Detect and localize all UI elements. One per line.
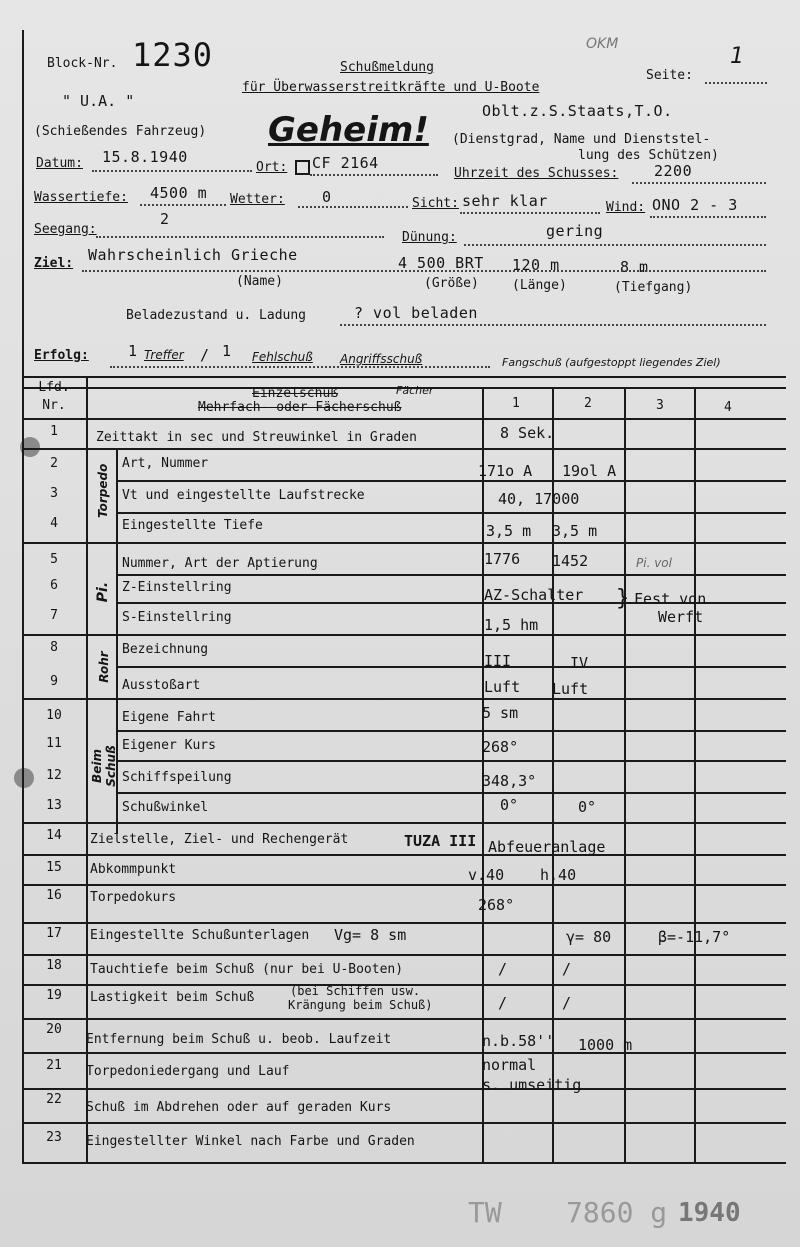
report-for: für Überwasserstreitkräfte und U-Boote [242,80,540,95]
page-value: 1 [730,44,744,69]
row-label-5: Nummer, Art der Aptierung [122,556,318,571]
row-nr-5: 5 [50,552,58,567]
row-17-vg: Vg= 8 sm [334,926,407,944]
load-label: Beladezustand u. Ladung [126,308,307,323]
row-14-device: TUZA III [404,832,477,850]
row-19-value-1: / [498,994,508,1012]
row-label-7: S-Einstellring [122,610,232,625]
row-label-19: Lastigkeit beim Schuß [90,990,255,1005]
col-2-header: 2 [584,396,592,411]
row-8-value-1: III [484,652,512,670]
sea-dots [96,236,384,238]
time-dots [632,182,766,184]
header-hand-note: Fächer [396,384,434,397]
target-size: 4 500 BRT [398,254,484,272]
row-5-value-2: 1452 [552,552,589,570]
hits-value: 1 [128,342,138,360]
swell-dots [464,244,766,246]
col-1-header: 1 [512,396,520,411]
row-line-16 [22,922,786,924]
place-dots [310,174,438,176]
row-line-4 [22,542,786,544]
row-label-6: Z-Einstellring [122,580,232,595]
row-17-gamma: γ= 80 [566,928,612,946]
row-2-value-2: 19ol A [562,462,617,480]
row-label-22: Schuß im Abdrehen oder auf geraden Kurs [86,1100,392,1115]
row-6-value-1: AZ-Schalter [484,586,584,604]
row-nr-12: 12 [46,768,62,783]
row-line-17 [22,954,786,956]
group-torpedo: Torpedo [96,463,110,518]
row-nr-18: 18 [46,958,62,973]
row-line-7 [22,634,786,636]
swell-label: Dünung: [402,230,457,245]
target-length: 120 m [512,256,560,274]
pi-note: Pi. vol [636,556,672,570]
row-line-1 [22,448,786,450]
row-label-15: Abkommpunkt [90,862,177,877]
row-nr-20: 20 [46,1022,62,1037]
table-top-line-1 [22,376,786,378]
row-13-value-2: 0° [578,798,597,816]
row-21-note: s. umseitig [482,1076,582,1094]
classification-geheim: Geheim! [268,110,429,150]
row-nr-2: 2 [50,456,58,471]
row-13-value-1: 0° [500,796,519,814]
archive-year: 1940 [678,1198,741,1228]
sea-value: 2 [160,210,170,228]
row-label-16: Torpedokurs [90,890,177,905]
date-dots [92,170,252,172]
row-nr-14: 14 [46,828,62,843]
row-19-note-1: (bei Schiffen usw. [290,984,421,998]
visibility-value: sehr klar [462,192,548,210]
swell-value: gering [546,222,604,240]
header-single-shot: Einzelschuß [252,386,339,401]
row-2-value-1: 171o A [478,462,533,480]
depth-dots [140,204,226,206]
row-line-8 [116,666,786,668]
row-label-18: Tauchtiefe beim Schuß (nur bei U-Booten) [90,962,404,977]
row-line-14 [22,854,786,856]
attack-label: Angriffsschuß [340,352,423,366]
row-5-value-1: 1776 [484,550,521,568]
row-label-17: Eingestellte Schußunterlagen [90,928,310,943]
visibility-label: Sicht: [412,196,459,211]
target-label: Ziel: [34,256,74,271]
group-rohr: Rohr [97,651,111,683]
row-15-value-2: h.40 [540,866,577,884]
wind-value: ONO 2 - 3 [652,196,738,214]
row-nr-10: 10 [46,708,62,723]
page-label: Seite: [646,68,693,83]
row-nr-9: 9 [50,674,58,689]
brace-icon: } [616,586,630,611]
row-line-10 [116,730,786,732]
col-lfd-header: Lfd. [38,380,70,395]
officer-value: Oblt.z.S.Staats,T.O. [482,102,673,120]
fest-von-werft-2: Werft [658,608,704,626]
success-dots [110,366,490,368]
row-nr-15: 15 [46,860,62,875]
left-margin-line [22,30,24,385]
okm-stamp: OKM [586,36,619,52]
row-nr-4: 4 [50,516,58,531]
row-nr-17: 17 [46,926,62,941]
miss-value: 1 [222,342,232,360]
ship-name: " U.A. " [62,92,135,110]
row-nr-3: 3 [50,486,58,501]
depth-label: Wassertiefe: [34,190,128,205]
row-19-note-2: Krängung beim Schuß) [288,998,433,1012]
sea-label: Seegang: [34,222,97,237]
row-line-11 [116,760,786,762]
row-20-value-2: 1000 m [578,1036,633,1054]
officer-label-2: lung des Schützen) [578,148,719,163]
row-label-20: Entfernung beim Schuß u. beob. Laufzeit [86,1032,392,1047]
draught-caption: (Tiefgang) [614,280,693,295]
row-line-9 [22,698,786,700]
wind-dots [650,216,766,218]
row-1-value-1: 8 Sek. [500,424,555,442]
depth-value: 4500 m [150,184,208,202]
fest-von-werft-1: Fest von [634,590,707,608]
catch-label: Fangschuß (aufgestoppt liegendes Ziel) [502,356,721,369]
table-col-4-divider [694,387,696,1162]
block-number: 1230 [132,36,214,74]
row-7-value-1: 1,5 hm [484,616,539,634]
row-line-15 [22,884,786,886]
row-line-21 [22,1088,786,1090]
row-14-extra: Abfeueranlage [488,838,606,856]
row-nr-21: 21 [46,1058,62,1073]
grid-square-icon [295,160,310,175]
row-label-10: Eigene Fahrt [122,710,216,725]
row-line-5 [116,574,786,576]
row-label-23: Eingestellter Winkel nach Farbe und Graden [86,1134,415,1149]
row-18-value-2: / [562,960,572,978]
miss-label: Fehlschuß [252,350,313,364]
row-line-22 [22,1122,786,1124]
visibility-dots [460,212,600,214]
row-8-value-2: IV [570,654,589,672]
col-4-header: 4 [724,400,732,415]
row-nr-16: 16 [46,888,62,903]
slash-sep: / [200,346,210,364]
row-nr-6: 6 [50,578,58,593]
report-type: Schußmeldung [340,60,434,75]
row-line-12 [116,792,786,794]
weather-dots [298,206,408,208]
row-line-h [22,418,786,420]
row-4-value-1: 3,5 m [486,522,532,540]
row-label-13: Schußwinkel [122,800,209,815]
name-caption: (Name) [236,274,283,289]
weather-label: Wetter: [230,192,285,207]
row-label-11: Eigener Kurs [122,738,216,753]
place-label: Ort: [256,160,288,175]
group-beim-schuss: Beim Schuß [90,745,118,787]
col-3-header: 3 [656,398,664,413]
row-12-value-1: 348,3° [482,772,537,790]
row-20-value-1: n.b.58'' [482,1032,555,1050]
row-nr-13: 13 [46,798,62,813]
row-9-value-2: Luft [552,680,589,698]
row-19-value-2: / [562,994,572,1012]
row-18-value-1: / [498,960,508,978]
row-label-3: Vt und eingestellte Laufstrecke [122,488,365,503]
load-dots [340,324,766,326]
row-label-4: Eingestellte Tiefe [122,518,263,533]
row-label-1: Zeittakt in sec und Streuwinkel in Graden [96,430,417,445]
row-label-9: Ausstoßart [122,678,201,693]
row-nr-8: 8 [50,640,58,655]
row-11-value-1: 268° [482,738,519,756]
date-label: Datum: [36,156,83,171]
row-line-3 [116,512,786,514]
row-nr-1: 1 [50,424,58,439]
ship-label: (Schießendes Fahrzeug) [34,124,207,139]
wind-label: Wind: [606,200,646,215]
row-17-beta: β=-11,7° [658,928,731,946]
row-21-value-1: normal [482,1056,537,1074]
length-caption: (Länge) [512,278,567,293]
row-nr-23: 23 [46,1130,62,1145]
firing-data-table [22,376,786,1176]
row-label-8: Bezeichnung [122,642,209,657]
date-value: 15.8.1940 [102,148,188,166]
success-label: Erfolg: [34,348,89,363]
row-line-2 [116,480,786,482]
group-pi: Pi. [95,581,111,603]
archive-number: 7860 g [566,1196,668,1229]
target-value: Wahrscheinlich Grieche [88,246,298,264]
row-10-value-1: 5 sm [482,704,519,722]
target-draught: 8 m [620,258,649,276]
archive-prefix: TW [468,1196,502,1229]
row-label-12: Schiffspeilung [122,770,232,785]
block-label: Block-Nr. [47,56,118,71]
header-multi-shot: Mehrfach- oder Fächerschuß [198,400,402,415]
row-nr-11: 11 [46,736,62,751]
row-nr-19: 19 [46,988,62,1003]
row-9-value-1: Luft [484,678,521,696]
place-value: CF 2164 [312,154,379,172]
row-4-value-2: 3,5 m [552,522,598,540]
time-label: Uhrzeit des Schusses: [454,166,619,181]
page-dots [705,82,767,84]
row-line-20 [22,1052,786,1054]
target-dots [82,270,766,272]
row-15-value-1: v.40 [468,866,505,884]
row-line-13 [22,822,786,824]
row-line-19 [22,1018,786,1020]
hits-label: Treffer [144,348,184,362]
row-label-2: Art, Nummer [122,456,209,471]
row-16-value-1: 268° [478,896,515,914]
weather-value: 0 [322,188,332,206]
row-line-23 [22,1162,786,1164]
time-value: 2200 [654,162,693,180]
officer-label-1: (Dienstgrad, Name und Dienststel- [452,132,711,147]
col-nr-header: Nr. [42,398,66,413]
load-value: ? vol beladen [354,304,478,322]
size-caption: (Größe) [424,276,479,291]
row-label-21: Torpedoniedergang und Lauf [86,1064,290,1079]
row-3-value-1: 40, 17000 [498,490,580,508]
row-nr-22: 22 [46,1092,62,1107]
row-nr-7: 7 [50,608,58,623]
row-label-14: Zielstelle, Ziel- und Rechengerät [90,832,349,847]
